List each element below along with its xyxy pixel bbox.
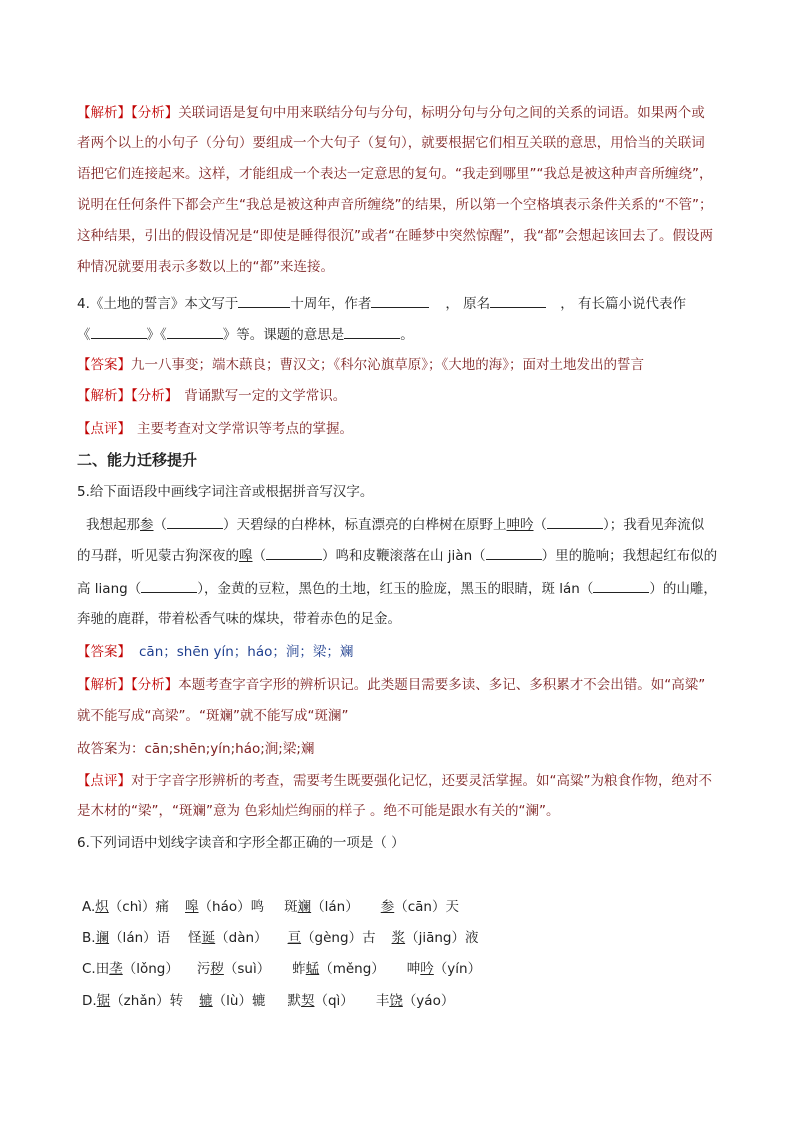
q4-line2 [77, 324, 414, 345]
text-segment: 饶 [389, 993, 403, 1009]
text-segment: （yáo） [402, 993, 455, 1009]
q5-comment-line1 [77, 771, 712, 791]
text-segment: （dàn） [215, 930, 268, 946]
q6-option-a[interactable] [82, 897, 459, 917]
text-segment: 谰 [95, 930, 110, 946]
q5-analysis-line1 [77, 675, 705, 695]
text-segment: （měng） [319, 961, 385, 977]
text-segment: 田 [95, 961, 110, 977]
q5-text: （ [153, 517, 167, 533]
q4-comment [77, 419, 353, 439]
tag-jiexi: 【解析】 [77, 677, 131, 693]
tag-jiexi: 【解析】 [77, 388, 131, 404]
tag-fenxi: 【分析】 [131, 677, 179, 693]
text-segment: 怪 [188, 930, 202, 946]
text-segment: （lán）语 [109, 930, 171, 946]
para1-line3: 语把它们连接起来。这样，才能组成一个表达一定意思的复句。“我走到哪里”“我总是被这种声音所缠绕”， [77, 166, 713, 182]
tag-daan: 【答案】 [77, 644, 131, 660]
text-segment: 斓 [297, 899, 312, 915]
q5-text: ）；我看见奔流似 [603, 517, 705, 533]
text-segment: （lù）辘 [212, 993, 266, 1009]
tag-fenxi: 【分析】 [131, 105, 179, 121]
q5-text: ）的山雕， [649, 581, 717, 597]
para1-line4: 说明在任何条件下都会产生“我总是被这种声音所缠绕”的结果，所以第一个空格填表示条件关系的“不管”； [77, 197, 713, 213]
tag-fenxi: 【分析】 [131, 388, 179, 404]
text-segment: （qì） [314, 993, 354, 1009]
text-segment: 蜢 [305, 961, 320, 977]
text-segment: 浆 [391, 930, 406, 946]
q4-text-d: ， 有长篇小说代表作 [560, 296, 686, 312]
q5-passage-line3 [77, 578, 717, 599]
text-segment: C. [82, 961, 96, 977]
q5-analysis-text: 本题考查字音字形的辨析识记。此类题目需要多读、多记、多积累才不会出错。如“高粱” [178, 677, 706, 693]
q5-comment-line2: 是木材的“梁”，“斑斓”意为 色彩灿烂绚丽的样子 。绝不可能是跟水有关的“澜”。 [77, 803, 560, 819]
q4-answer [77, 355, 644, 375]
text-segment: 污 [196, 961, 211, 977]
q6-option-d[interactable] [82, 991, 454, 1011]
q4-blank-3[interactable] [490, 293, 546, 308]
text-segment: （gèng）古 [301, 930, 376, 946]
q4-text-h: 。 [400, 327, 414, 343]
text-segment: 亘 [287, 930, 302, 946]
text-segment: 嗥 [185, 899, 199, 915]
q4-text-g: 》等。课题的意思是 [222, 327, 345, 343]
para1-line1 [77, 103, 705, 123]
q5-text: ）天碧绿的白桦林，标直漂亮的白桦树在原野上 [223, 517, 507, 533]
q5-blank[interactable] [593, 578, 649, 593]
q5-passage-line2 [77, 545, 717, 566]
q5-answer [77, 642, 353, 662]
q5-analysis-line2: 就不能写成“高梁”。“斑斓”就不能写成“斑澜” [77, 708, 349, 724]
text-segment: （háo）鸣 [198, 899, 265, 915]
tag-daan: 【答案】 [77, 357, 131, 373]
text-segment: A. [82, 899, 96, 915]
text-segment: 呻 [406, 961, 421, 977]
q4-answer-text: 九一八事变；端木蕻良；曹汉文；《科尔沁旗草原》；《大地的海》；面对土地发出的誓言 [131, 357, 644, 373]
text-segment: 斑 [284, 899, 298, 915]
q5-text: ）鸣和皮鞭滚落在山 jiàn（ [322, 548, 486, 564]
text-segment: B. [82, 930, 96, 946]
tag-dianping: 【点评】 [77, 421, 131, 437]
q4-text-c: ， 原名 [445, 296, 491, 312]
q6-option-c[interactable] [82, 959, 481, 979]
text-segment: （cān）天 [394, 899, 459, 915]
q5-passage-line4: 奔驰的鹿群，带着松香气味的煤块，带着赤色的足金。 [77, 611, 401, 627]
section-heading: 二、能力迁移提升 [77, 451, 198, 469]
q5-text: 的马群，听见蒙古狗深夜的 [77, 548, 239, 564]
q4-analysis-text: 背诵默写一定的文学常识。 [184, 388, 347, 404]
q4-blank-2[interactable] [371, 293, 429, 308]
q6-title: 6.下列词语中划线字读音和字形全都正确的一项是（ ） [77, 835, 405, 851]
text-segment: 契 [300, 993, 315, 1009]
text-segment: 炽 [95, 899, 109, 915]
text-segment: （lán） [311, 899, 359, 915]
q5-blank[interactable] [486, 545, 542, 560]
text-segment: （yín） [433, 961, 482, 977]
q5-blank[interactable] [167, 514, 223, 529]
q5-blank[interactable] [266, 545, 322, 560]
q4-text-b: 十周年，作者 [290, 296, 372, 312]
q5-passage-line1 [86, 514, 704, 535]
q4-blank-4[interactable] [91, 324, 147, 339]
q5-title: 5.给下面语段中画线字词注音或根据拼音写汉字。 [77, 484, 374, 500]
q5-blank[interactable] [547, 514, 603, 529]
q4-text-f: 》《 [146, 327, 167, 343]
text-segment: 垄 [109, 961, 123, 977]
para1-line2: 者两个以上的小句子（分句）要组成一个大句子（复句），就要根据它们相互关联的意思，用恰当的关联词 [77, 135, 705, 151]
q5-text: ），金黄的豆粒，黑色的土地，红玉的脸庞，黑玉的眼睛，斑 lán（ [197, 581, 594, 597]
q4-analysis [77, 386, 346, 406]
text-segment: （jiāng）液 [405, 930, 479, 946]
q5-text: 我想起那 [86, 517, 140, 533]
q5-comment-text: 对于字音字形辨析的考查，需要考生既要强化记忆，还要灵活掌握。如“高粱”为粮食作物，绝对不 [131, 773, 712, 789]
q6-option-b[interactable] [82, 928, 478, 948]
text-segment: 锯 [96, 993, 111, 1009]
text-segment: 吟 [420, 961, 434, 977]
q4-text-e: 《 [77, 327, 91, 343]
q4-blank-1[interactable] [238, 293, 290, 308]
q5-underlined-word: 呻吟 [506, 517, 534, 533]
q5-underlined-word: 嗥 [239, 548, 253, 564]
text-segment: （zhǎn）转 [110, 993, 184, 1009]
q5-text: ）里的脆响；我想起红布似的 [541, 548, 718, 564]
text-segment: 参 [380, 899, 395, 915]
text-segment: 蚱 [292, 961, 306, 977]
q5-blank[interactable] [141, 578, 197, 593]
para1-text: 关联词语是复句中用来联结分句与分句，标明分句与分句之间的关系的词语。如果两个或 [178, 105, 705, 121]
text-segment: 丰 [375, 993, 390, 1009]
para1-line6: 种情况就要用表示多数以上的“都”来连接。 [77, 259, 334, 275]
tag-jiexi: 【解析】 [77, 105, 131, 121]
q5-text: （ [533, 517, 547, 533]
q4-blank-6[interactable] [344, 324, 400, 339]
q4-line1 [77, 293, 686, 314]
text-segment: D. [82, 993, 97, 1009]
tag-dianping: 【点评】 [77, 773, 131, 789]
q5-final-answer: 故答案为：cān;shēn;yín;háo;涧;梁;斓 [77, 741, 315, 757]
q5-text: （ [252, 548, 266, 564]
text-segment: （chì）痛 [108, 899, 170, 915]
text-segment: （suì） [223, 961, 271, 977]
para1-line5: 这种结果，引出的假设情况是“即使是睡得很沉”或者“在睡梦中突然惊醒”，我“都”会想起该回去了。假设两 [77, 228, 713, 244]
text-segment: （lǒng） [122, 961, 179, 977]
q5-underlined-word: 参 [140, 517, 154, 533]
text-segment: 诞 [201, 930, 216, 946]
q5-answer-text: cān；shēn yín；háo；涧；梁；斓 [139, 644, 354, 660]
q4-text-a: 4.《土地的誓言》本文写于 [77, 296, 239, 312]
text-segment: 默 [287, 993, 301, 1009]
text-segment: 辘 [199, 993, 213, 1009]
q5-text: 高 liang（ [77, 581, 142, 597]
q4-comment-text: 主要考查对文学常识等考点的掌握。 [137, 421, 353, 437]
q4-blank-5[interactable] [167, 324, 223, 339]
text-segment: 秽 [210, 961, 224, 977]
